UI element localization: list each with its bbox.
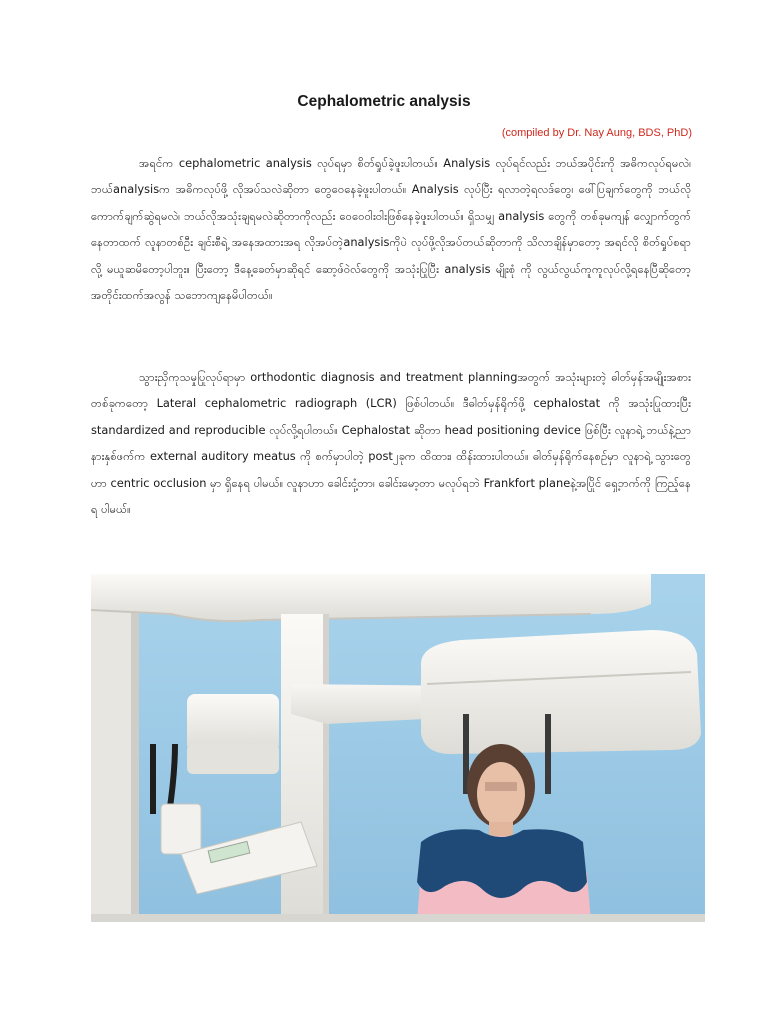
cephalostat-photo (91, 574, 705, 922)
document-title: Cephalometric analysis (297, 93, 471, 110)
author-credit: (compiled by Dr. Nay Aung, BDS, PhD) (501, 127, 692, 139)
paragraph-intro: အရင်က cephalometric analysis လုပ်ရမှာ စိတ်ရှုပ်ခဲ့ဖူးပါတယ်။ Analysis လုပ်ရင်လည်း ဘယ်အပိုင်းကို အဓိကလုပ်ရမလဲ၊ ဘယ်analysisက အဓိကလုပ်ဖို့ လိုအပ်သလဲဆိုတာ တွေဝေနေခဲ့ဖူးပါတယ်။ Analysis လုပ်ပြီး ရလာတဲ့ရလဒ်တွေ၊ ဖေါ်ပြချက်တွေကို ဘယ်လိုကောက်ချက်ဆွဲရမလဲ၊ ဘယ်လိုအသုံးချရမလဲဆိုတာကိုလည်း ဝေဝေဝါးဝါးဖြစ်နေခဲ့ဖူးပါတယ်။ ရှိသမျှ analysis တွေကို တစ်ခုမကျန် လျှောက်တွက်နေတာထက် လူနာတစ်ဦး ချင်းစီရဲ့ အနေအထားအရ လိုအပ်တဲ့analysisကိုပဲ လုပ်ဖို့လိုအပ်တယ်ဆိုတာကို သိလာချိန်မှာတော့ အရင်လို စိတ်ရှုပ်စရာလို့ မယူဆမိတော့ပါဘူး။ ပြီးတော့ ဒီနေ့ခေတ်မှာဆိုရင် ဆော့ဖ်ဝဲလ်တွေကို အသုံးပြုပြီး analysis မျိုးစုံ ကို လွယ်လွယ်ကူကူလုပ်လို့ရနေပြီဆိုတော့ အတိုင်းထက်အလွန် သဘောကျနေမိပါတယ်။ (91, 156, 691, 303)
paragraph-cephalostat: သွားညှိကုသမှုပြုလုပ်ရာမှာ orthodontic diagnosis and treatment planningအတွက် အသုံးများတဲ့ ဓါတ်မှန်အမျိုးအစားတစ်ခုကတော့ Lateral cephalometric radiograph (LCR) ဖြစ်ပါတယ်။ ဒီဓါတ်မှန်ရိုက်ဖို့ cephalostat ကို အသုံးပြုထားပြီး standardized and reproducible လုပ်လို့ရပါတယ်။ Cephalostat ဆိုတာ head positioning device ဖြစ်ပြီး လူနာရဲ့ ဘယ်နဲ့ညာနားနှစ်ဖက်က external auditory meatus ကို စက်မှာပါတဲ့ post၂ခုက ထိထား၊ ထိန်းထားပါတယ်။ ဓါတ်မှန်ရိုက်နေစဉ်မှာ လူနာရဲ့ သွားတွေဟာ centric occlusion မှာ ရှိနေရ ပါမယ်။ လူနာဟာ ခေါင်းငုံ့တာ၊ ခေါင်းမော့တာ မလုပ်ရဘဲ Frankfort planeနဲ့အပြိုင် ရှေ့ဘက်ကို ကြည့်နေရ ပါမယ်။ (91, 370, 691, 517)
